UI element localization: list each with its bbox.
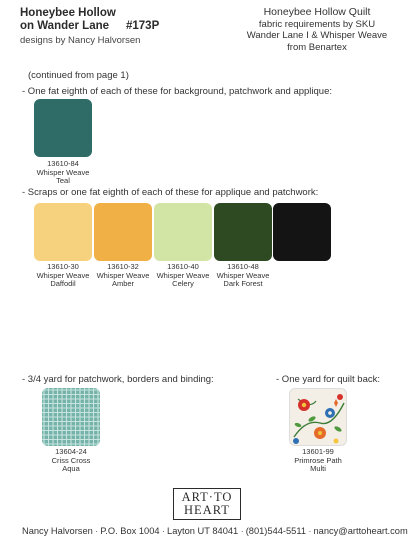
fabric-color: Amber — [111, 279, 135, 289]
separator-dot: · — [95, 527, 101, 537]
fabric-line: Whisper Weave — [36, 167, 90, 177]
separator-dot: · — [240, 527, 246, 537]
fabric-color: Celery — [172, 279, 194, 289]
fabric-color: Daffodil — [50, 279, 76, 289]
logo-line2: HEART — [184, 503, 230, 517]
fabric-color: Aqua — [62, 464, 80, 474]
fabric-sku: 13601-99 — [302, 447, 334, 456]
quilt-info-block — [232, 7, 402, 53]
fabric-color: Dark Forest — [223, 279, 263, 289]
continued-note: (continued from page 1) — [28, 70, 129, 81]
fabric-line: Whisper Weave — [156, 270, 210, 280]
fabric-swatch-teal — [34, 99, 92, 157]
art-to-heart-logo — [173, 488, 241, 520]
separator-dot: · — [308, 527, 314, 537]
fabric-color: Multi — [310, 464, 326, 474]
designer-credit: designs by Nancy Halvorsen — [20, 35, 141, 46]
quilt-title: Honeybee Hollow Quilt — [263, 6, 371, 18]
fabric-lines: Wander Lane I & Whisper Weave — [246, 30, 388, 41]
footer-name: Nancy Halvorsen — [22, 526, 93, 536]
fabric-swatch-amber — [94, 203, 152, 261]
fabric-sku: 13610-48 — [227, 262, 259, 271]
fabric-line: Whisper Weave — [96, 270, 150, 280]
fabric-swatch-celery — [154, 203, 212, 261]
quilt-subtitle: fabric requirements by SKU — [258, 18, 376, 30]
fabric-line: Criss Cross — [51, 455, 91, 465]
footer-po-box: P.O. Box 1004 — [100, 526, 160, 536]
fabric-caption — [283, 448, 353, 474]
fabric-line: Whisper Weave — [36, 270, 90, 280]
fabric-line: Whisper Weave — [216, 270, 270, 280]
scraps-requirement: - Scraps or one fat eighth of each of these for applique and patchwork: — [22, 187, 319, 198]
fabric-swatch-primrose-path — [289, 388, 347, 446]
floral-print-pattern — [290, 389, 347, 446]
manufacturer: from Benartex — [287, 41, 347, 53]
fabric-sku: 13604-24 — [55, 447, 87, 456]
footer-address: Layton UT 84041 — [167, 526, 239, 536]
fabric-sku: 13610-30 — [47, 262, 79, 271]
fabric-sku: 13610-32 — [107, 262, 139, 271]
fabric-caption — [36, 448, 106, 474]
separator-dot: · — [162, 527, 168, 537]
logo-line1: ART·TO — [181, 490, 233, 504]
footer-phone: (801)544-5511 — [245, 526, 307, 536]
criss-cross-pattern — [42, 388, 100, 446]
background-requirement: - One fat eighth of each of these for background, patchwork and applique: — [22, 86, 333, 97]
fabric-color: Teal — [56, 176, 70, 186]
footer-email[interactable]: nancy@arttoheart.com — [313, 526, 408, 536]
fabric-line: Primrose Path — [294, 455, 342, 465]
fabric-caption — [28, 160, 98, 186]
backing-requirement: - One yard for quilt back: — [276, 374, 381, 385]
fabric-swatch-criss-cross-aqua — [42, 388, 100, 446]
contact-footer — [22, 526, 408, 536]
fabric-swatch-dark-forest — [214, 203, 272, 261]
fabric-sku: 13610-40 — [167, 262, 199, 271]
pattern-title-line2: on Wander Lane — [20, 20, 110, 32]
fabric-swatch-black — [273, 203, 331, 261]
binding-requirement: - 3/4 yard for patchwork, borders and binding: — [22, 374, 214, 385]
fabric-swatch-daffodil — [34, 203, 92, 261]
fabric-caption — [208, 263, 278, 289]
pattern-title-line1: Honeybee Hollow — [20, 7, 116, 19]
fabric-sku: 13610-84 — [47, 159, 79, 168]
pattern-number: #173P — [126, 20, 160, 32]
